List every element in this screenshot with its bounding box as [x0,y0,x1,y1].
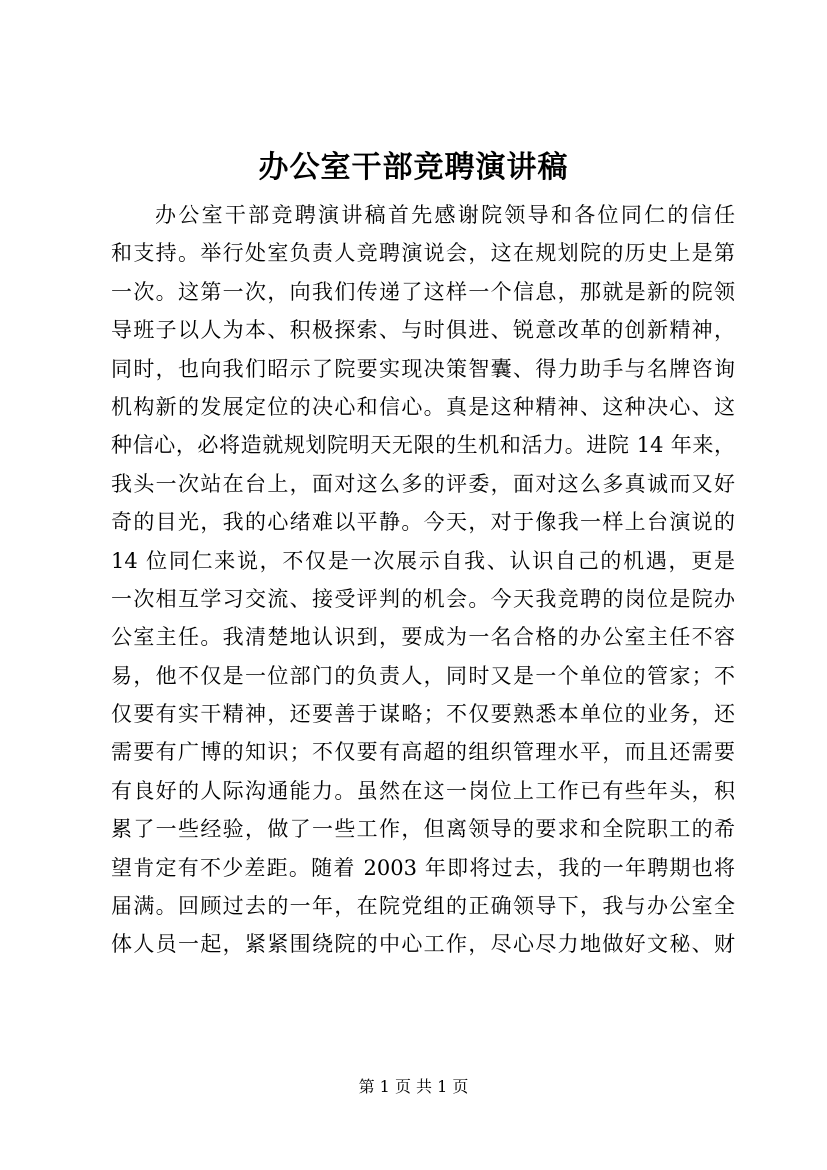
body-line: 14 位同仁来说，不仅是一次展示自我、认识自己的机遇，更是 [111,548,735,573]
body-line: 种信心，必将造就规划院明天无限的生机和活力。进院 14 年来， [111,433,735,458]
body-line: 累了一些经验，做了一些工作，但离领导的要求和全院职工的希 [111,817,735,842]
body-line: 一次。这第一次，向我们传递了这样一个信息，那就是新的院领 [111,279,735,304]
body-line: 易，他不仅是一位部门的负责人，同时又是一个单位的管家；不 [111,663,735,688]
body-line: 体人员一起，紧紧围绕院的中心工作，尽心尽力地做好文秘、财 [111,932,735,957]
body-line: 奇的目光，我的心绪难以平静。今天，对于像我一样上台演说的 [111,510,735,535]
page-footer: 第 1 页 共 1 页 [358,1077,469,1096]
body-line: 有良好的人际沟通能力。虽然在这一岗位上工作已有些年头，积 [111,778,735,803]
body-line: 一次相互学习交流、接受评判的机会。今天我竞聘的岗位是院办 [111,586,735,611]
body-line: 机构新的发展定位的决心和信心。真是这种精神、这种决心、这 [111,394,735,419]
body-line: 同时，也向我们昭示了院要实现决策智囊、得力助手与名牌咨询 [111,356,735,381]
body-line: 需要有广博的知识；不仅要有高超的组织管理水平，而且还需要 [111,740,735,765]
document-title: 办公室干部竞聘演讲稿 [258,150,569,185]
body-line: 届满。回顾过去的一年，在院党组的正确领导下，我与办公室全 [111,894,735,919]
body-line: 导班子以人为本、积极探索、与时俱进、锐意改革的创新精神， [111,318,735,343]
body-line: 望肯定有不少差距。随着 2003 年即将过去，我的一年聘期也将 [111,855,735,880]
body-line: 办公室干部竞聘演讲稿首先感谢院领导和各位同仁的信任 [155,203,735,227]
body-line: 我头一次站在台上，面对这么多的评委，面对这么多真诚而又好 [111,471,735,496]
document-body [111,196,735,964]
body-line: 公室主任。我清楚地认识到，要成为一名合格的办公室主任不容 [111,625,735,650]
body-line: 和支持。举行处室负责人竞聘演说会，这在规划院的历史上是第 [111,241,735,266]
body-line: 仅要有实干精神，还要善于谋略；不仅要熟悉本单位的业务，还 [111,702,735,727]
